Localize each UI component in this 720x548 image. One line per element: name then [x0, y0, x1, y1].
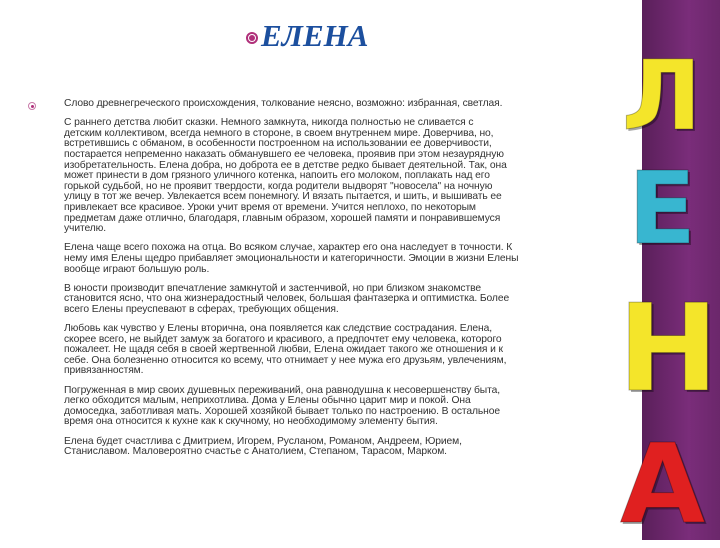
- lead-paragraph: [64, 99, 604, 110]
- title-text: ЕЛЕНА: [261, 18, 369, 53]
- text-line: улицу в тот же вечер. Увлекается всем понемногу. И вязать пытается, и шить, и вышивать ее: [64, 191, 502, 203]
- paragraph: [64, 437, 604, 458]
- text-line: Елена будет счастлива с Дмитрием, Игорем, Русланом, Романом, Андреем, Юрием,: [64, 435, 462, 447]
- text-line: встретившись с обманом, в особенности построенном на использовании ее доверчивости,: [64, 138, 492, 150]
- text-line: всего Елены преуспевают в сферах, требующих общения.: [64, 303, 339, 315]
- text-line: скорее всего, не выйдет замуж за богатого и красивого, а предпочтет ему человека, которого: [64, 333, 502, 345]
- letter-a-illustration: А: [620, 420, 706, 548]
- text-line: Станиславом. Маловероятно счастье с Анатолием, Степаном, Тарасом, Марком.: [64, 446, 447, 458]
- paragraph: [64, 386, 604, 428]
- text-line: Елена чаще всего похожа на отца. Во всяком случае, характер его она наследует в точности. К: [64, 242, 513, 254]
- paragraph: [64, 284, 604, 316]
- text-line: время она относится к кухне как к скучному, но необходимому элементу бытия.: [64, 416, 438, 428]
- text-line: В юности производит впечатление замкнутой и застенчивой, но при близком знакомстве: [64, 282, 481, 294]
- text-line: легко обходится малым, неприхотлива. Дома у Елены обычно царит мир и покой. Она: [64, 395, 471, 407]
- text-line: С раннего детства любит сказки. Немного замкнута, никогда полностью не сливается с: [64, 117, 474, 129]
- text-line: пожалеет. Не щадя себя в своей жертвенной любви, Елена ожидает такого же отношения и к: [64, 344, 503, 356]
- text-line: учителю.: [64, 223, 107, 235]
- body-text: [64, 99, 604, 466]
- text-line: себе. Она болезненно относится ко всему, что отнимает у нее мужа его друзьям, увлечениям,: [64, 354, 507, 366]
- slide-title: [246, 18, 368, 54]
- paragraph: [64, 118, 604, 235]
- text-line: Любовь как чувство у Елены вторична, она появляется как следствие сострадания. Елена,: [64, 323, 492, 335]
- letter-e-illustration: Е: [628, 150, 697, 267]
- text-line: Слово древнегреческого происхождения, толкование неясно, возможно: избранная, светлая.: [64, 98, 503, 109]
- bullet-icon: [28, 102, 36, 110]
- text-line: вообще играют большую роль.: [64, 263, 210, 275]
- paragraph: [64, 324, 604, 377]
- text-line: постарается непременно наказать обманувшего ее человека, проявив при этом незаурядную: [64, 148, 504, 160]
- letter-n-illustration: Н: [618, 280, 719, 419]
- text-line: домоседка, заботливая мать. Хорошей хозяйкой бывает только по настроению. В остальное: [64, 405, 501, 417]
- text-line: становится ясно, что она жизнерадостный человек, большая фантазерка и оптимистка. Более: [64, 293, 510, 305]
- text-line: привязанностям.: [64, 365, 144, 377]
- bullet-icon: [246, 32, 258, 44]
- text-line: детским коллективом, всегда немного в стороне, в своем внутреннем мире. Доверчива, но,: [64, 127, 494, 139]
- text-line: горькой судьбой, но не проявит твердости, когда родители выдворят "новосела" на ночную: [64, 180, 493, 192]
- text-line: может принести в дом грязного уличного котенка, напоить его молоком, поплакать над его: [64, 170, 490, 182]
- text-line: привлекает все красивое. Уроки учит время от времени. Учится неплохо, по некоторым: [64, 201, 476, 213]
- text-line: предметам даже отлично, благодаря, главным образом, хорошей памяти и понравившемуся: [64, 212, 501, 224]
- text-line: изобретательность. Елена добра, но доброта ее в детстве редко бывает деятельной. Так, она: [64, 159, 507, 171]
- text-line: нему имя Елены щедро прибавляет эмоциональности и категоричности. Эмоции в жизни Елены: [64, 252, 519, 264]
- text-line: Погруженная в мир своих душевных переживаний, она равнодушна к несовершенству быта,: [64, 384, 500, 396]
- letter-l-illustration: Л: [622, 40, 702, 152]
- paragraph: [64, 243, 604, 275]
